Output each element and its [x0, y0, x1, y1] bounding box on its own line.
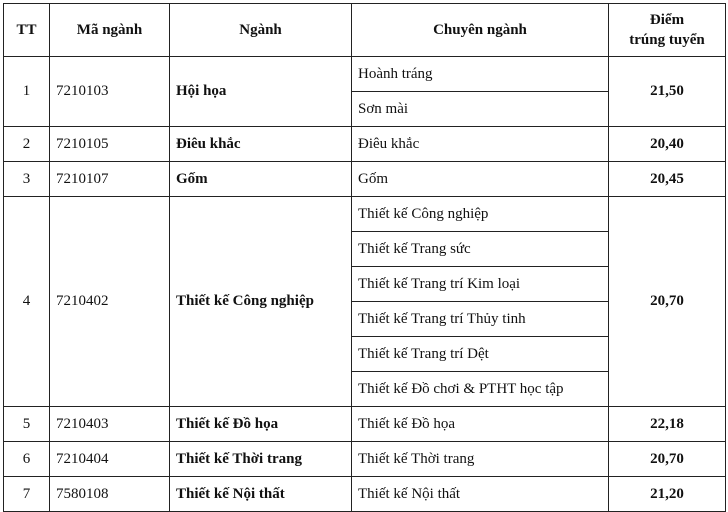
row-specialization: Thiết kế Trang trí Kim loại: [352, 267, 609, 302]
table-row: [4, 57, 726, 92]
table-row: [4, 162, 726, 197]
header-score-line1: Điểm: [649, 12, 685, 28]
row-score: 20,70: [609, 197, 726, 407]
row-specialization: Thiết kế Trang trí Thủy tinh: [352, 302, 609, 337]
row-score: 20,45: [609, 162, 726, 197]
row-specialization: Thiết kế Đồ chơi & PTHT học tập: [352, 372, 609, 407]
header-row: [4, 4, 726, 57]
row-specialization: Thiết kế Đồ họa: [352, 407, 609, 442]
table-row: [4, 197, 726, 232]
row-score: 20,40: [609, 127, 726, 162]
table-body: [4, 57, 726, 512]
row-specialization: Hoành tráng: [352, 57, 609, 92]
row-code: 7210404: [50, 442, 170, 477]
row-tt: 2: [4, 127, 50, 162]
row-specialization: Sơn mài: [352, 92, 609, 127]
row-major: Hội họa: [170, 57, 352, 127]
row-specialization: Gốm: [352, 162, 609, 197]
row-specialization: Thiết kế Nội thất: [352, 477, 609, 512]
row-score: 21,50: [609, 57, 726, 127]
row-code: 7210103: [50, 57, 170, 127]
row-major: Thiết kế Đồ họa: [170, 407, 352, 442]
table-row: [4, 477, 726, 512]
row-major: Gốm: [170, 162, 352, 197]
header-score-line2: trúng tuyển: [629, 32, 705, 48]
row-code: 7210105: [50, 127, 170, 162]
header-score: [609, 4, 726, 57]
row-specialization: Thiết kế Trang sức: [352, 232, 609, 267]
row-major: Thiết kế Thời trang: [170, 442, 352, 477]
row-major: Thiết kế Công nghiệp: [170, 197, 352, 407]
row-tt: 4: [4, 197, 50, 407]
row-tt: 6: [4, 442, 50, 477]
admission-score-table: [3, 3, 726, 512]
header-code: Mã ngành: [50, 4, 170, 57]
row-tt: 3: [4, 162, 50, 197]
row-code: 7210402: [50, 197, 170, 407]
row-tt: 5: [4, 407, 50, 442]
table-row: [4, 407, 726, 442]
row-tt: 1: [4, 57, 50, 127]
row-specialization: Thiết kế Trang trí Dệt: [352, 337, 609, 372]
row-specialization: Điêu khắc: [352, 127, 609, 162]
row-code: 7210107: [50, 162, 170, 197]
table-row: [4, 127, 726, 162]
row-score: 22,18: [609, 407, 726, 442]
row-code: 7580108: [50, 477, 170, 512]
row-score: 21,20: [609, 477, 726, 512]
row-score: 20,70: [609, 442, 726, 477]
row-code: 7210403: [50, 407, 170, 442]
row-major: Điêu khắc: [170, 127, 352, 162]
header-major: Ngành: [170, 4, 352, 57]
header-specialization: Chuyên ngành: [352, 4, 609, 57]
row-specialization: Thiết kế Công nghiệp: [352, 197, 609, 232]
table-row: [4, 442, 726, 477]
header-tt: TT: [4, 4, 50, 57]
row-tt: 7: [4, 477, 50, 512]
row-major: Thiết kế Nội thất: [170, 477, 352, 512]
row-specialization: Thiết kế Thời trang: [352, 442, 609, 477]
